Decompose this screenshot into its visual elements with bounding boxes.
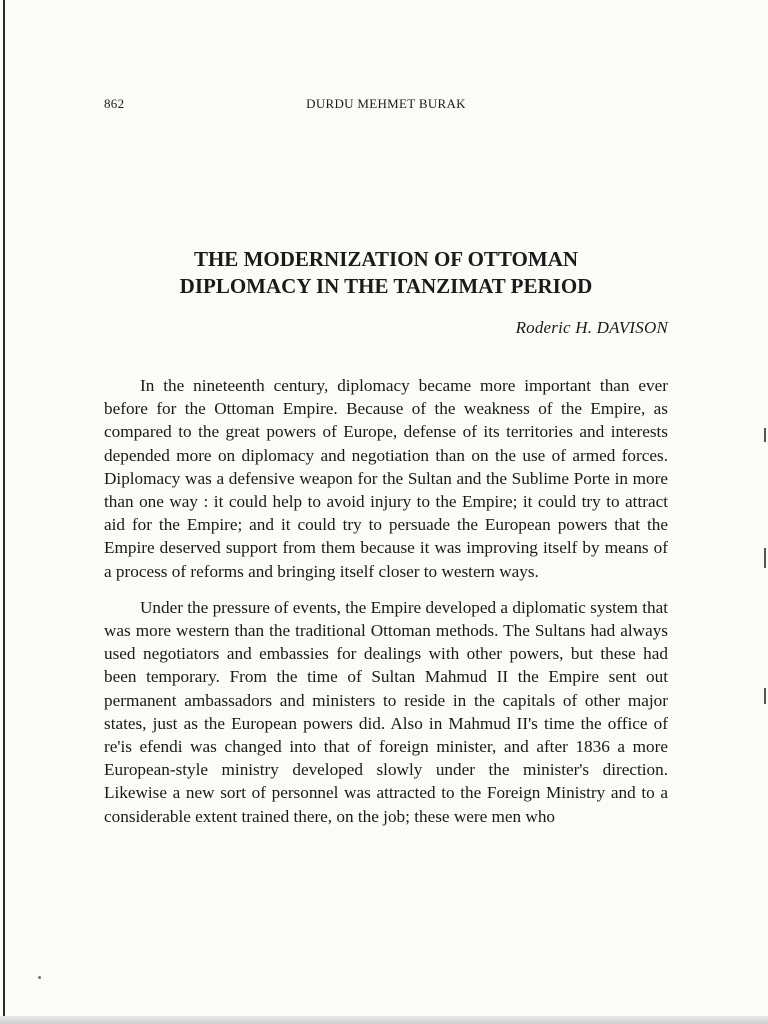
- scan-speck: [38, 976, 41, 979]
- page-edge-left: [3, 0, 5, 1024]
- page-header: [104, 96, 668, 116]
- article-body: [104, 374, 668, 841]
- page-number: 862: [104, 96, 125, 111]
- article-title-line-1: THE MODERNIZATION OF OTTOMAN: [193, 247, 579, 271]
- running-head: DURDU MEHMET BURAK: [306, 96, 466, 111]
- article-author: Roderic H. DAVISON: [515, 318, 668, 337]
- scan-edge-mark: [764, 548, 766, 568]
- scan-edge-mark: [764, 688, 766, 704]
- body-paragraph: Under the pressure of events, the Empire developed a diplomatic system that was more western than the traditional Ottoman methods. The Sultans had always used negotiators and embassies for dealings with other powers, but these had been temporary. From the time of Sultan Mahmud II the Empire sent out permanent ambassadors and ministers to reside in the capitals of other major states, just as the European powers did. Also in Mahmud II's time the office of re'is efendi was changed into that of foreign minister, and after 1836 a more European-style ministry developed slowly under the minister's direction. Likewise a new sort of personnel was attracted to the Foreign Ministry and to a considerable extent trained there, on the job; these were men who: [104, 597, 668, 826]
- article-title-line-2: DIPLOMACY IN THE TANZIMAT PERIOD: [179, 274, 593, 298]
- article-title: [104, 246, 668, 300]
- scan-edge-mark: [764, 428, 766, 442]
- page-edge-bottom: [0, 1016, 768, 1024]
- body-paragraph: In the nineteenth century, diplomacy became more important than ever before for the Ottoman Empire. Because of the weakness of the Empire, as compared to the great powers of Europe, defense of its territories and interests depended more on diplomacy and negotiation than on the use of armed forces. Diplomacy was a defensive weapon for the Sultan and the Sublime Porte in more than one way : it could help to avoid injury to the Empire; it could try to attract aid for the Empire; and it could try to persuade the European powers that the Empire deserved support from them because it was improving itself by means of a process of reforms and bringing itself closer to western ways.: [104, 376, 668, 581]
